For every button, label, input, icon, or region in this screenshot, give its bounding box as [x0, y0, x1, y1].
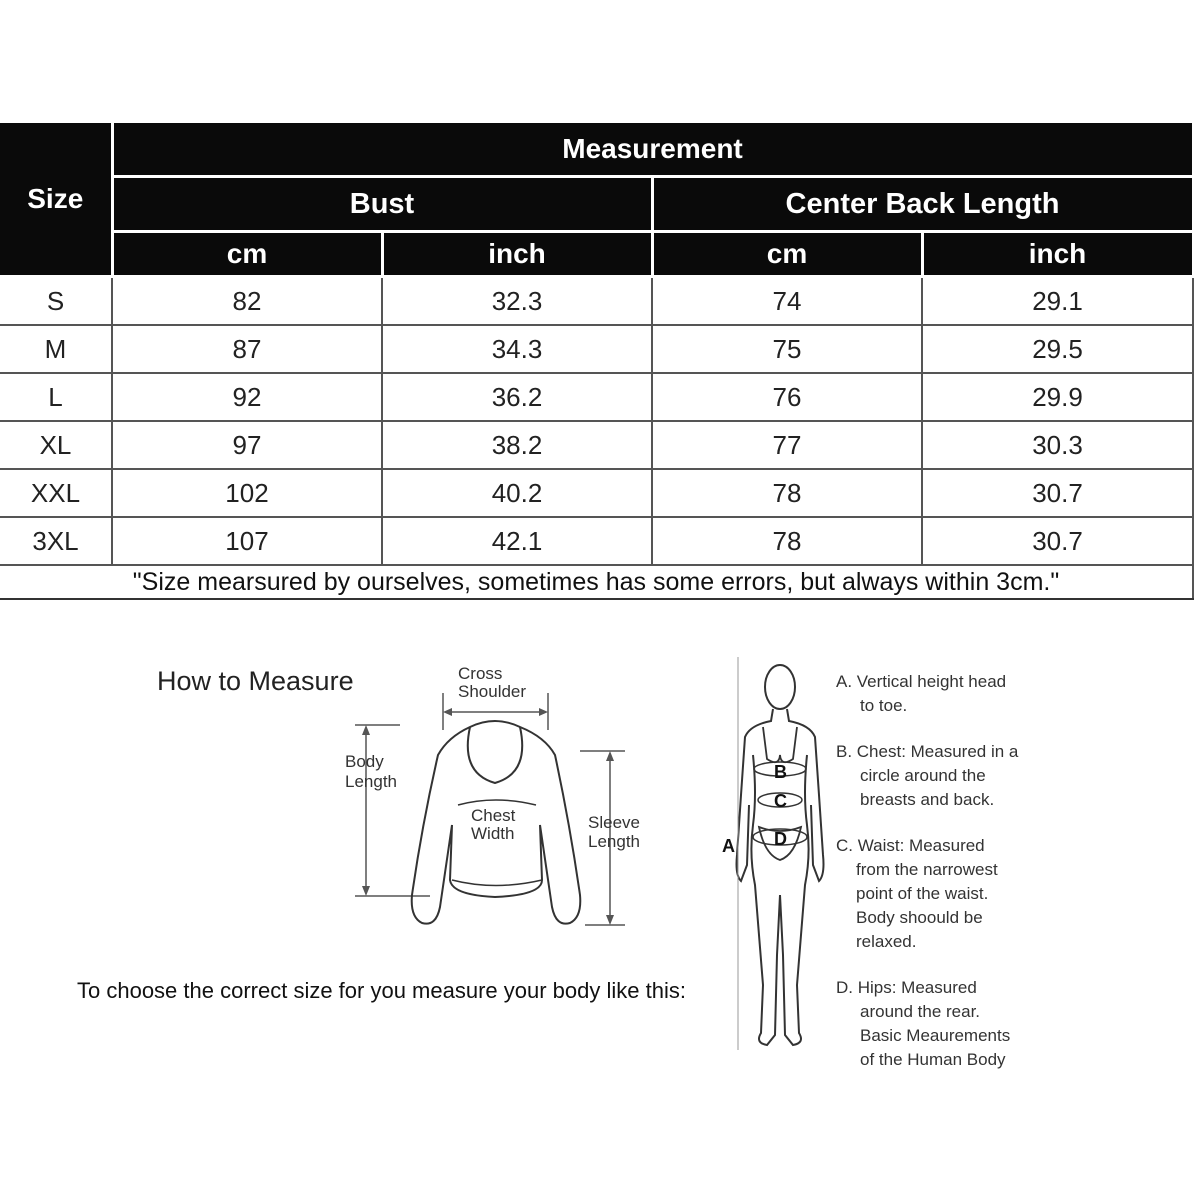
sleeve-label: Sleeve	[588, 813, 640, 832]
size-cell: M	[0, 325, 112, 373]
bust-cm-cell: 107	[112, 517, 382, 565]
length-inch-cell: 30.3	[922, 421, 1193, 469]
bust-inch-cell: 34.3	[382, 325, 652, 373]
body-length-label: Length	[345, 772, 397, 791]
size-cell: XL	[0, 421, 112, 469]
bust-inch-cell: 32.3	[382, 277, 652, 326]
bust-cm-cell: 92	[112, 373, 382, 421]
bust-inch-cell: 42.1	[382, 517, 652, 565]
length-inch-header: inch	[922, 232, 1193, 277]
size-cell: 3XL	[0, 517, 112, 565]
note-a	[836, 670, 1076, 718]
note-c-line: from the narrowest	[856, 860, 998, 879]
note-b-line: breasts and back.	[860, 790, 995, 809]
instruction-text: To choose the correct size for you measure your body like this:	[77, 978, 686, 1003]
letter-c: C	[774, 791, 787, 811]
note-a-line: A. Vertical height head	[836, 672, 1007, 691]
sweater-measure-diagram	[330, 655, 650, 945]
size-cell: XXL	[0, 469, 112, 517]
bust-inch-cell: 36.2	[382, 373, 652, 421]
length-inch-cell: 29.5	[922, 325, 1193, 373]
cross-label: Cross	[458, 664, 503, 683]
length-cm-cell: 74	[652, 277, 922, 326]
note-a-line: to toe.	[860, 696, 908, 715]
size-header: Size	[0, 122, 112, 277]
length-inch-cell: 29.9	[922, 373, 1193, 421]
table-row	[0, 277, 1193, 326]
length-cm-cell: 78	[652, 517, 922, 565]
length-inch-cell: 30.7	[922, 469, 1193, 517]
width-label: Width	[471, 824, 515, 843]
bust-inch-cell: 38.2	[382, 421, 652, 469]
length-inch-cell: 29.1	[922, 277, 1193, 326]
note-c	[836, 834, 1076, 954]
table-row	[0, 421, 1193, 469]
measurement-notes	[836, 670, 1076, 1094]
body-label: Body	[345, 752, 384, 771]
chest-label: Chest	[471, 806, 516, 825]
note-b	[836, 740, 1076, 812]
bust-header: Bust	[112, 177, 652, 232]
length-cm-header: cm	[652, 232, 922, 277]
letter-d: D	[774, 829, 787, 849]
note-c-line: Body shoould be	[856, 908, 983, 927]
table-row	[0, 325, 1193, 373]
note-d-line: D. Hips: Measured	[836, 978, 977, 997]
center-back-length-header: Center Back Length	[652, 177, 1193, 232]
sleeve-length-label: Length	[588, 832, 640, 851]
note-d-line: of the Human Body	[860, 1050, 1006, 1069]
letter-b: B	[774, 762, 787, 782]
bust-inch-cell: 40.2	[382, 469, 652, 517]
table-row	[0, 373, 1193, 421]
body-measure-diagram	[705, 655, 825, 1055]
bust-cm-cell: 97	[112, 421, 382, 469]
bust-inch-header: inch	[382, 232, 652, 277]
how-to-measure-title: How to Measure	[157, 666, 354, 696]
size-cell: L	[0, 373, 112, 421]
length-cm-cell: 75	[652, 325, 922, 373]
length-cm-cell: 76	[652, 373, 922, 421]
table-row	[0, 517, 1193, 565]
length-cm-cell: 77	[652, 421, 922, 469]
note-d-line: around the rear.	[860, 1002, 981, 1021]
shoulder-label: Shoulder	[458, 682, 527, 701]
table-row	[0, 469, 1193, 517]
bust-cm-cell: 87	[112, 325, 382, 373]
size-chart-table	[0, 120, 1195, 600]
note-b-line: B. Chest: Measured in a	[836, 742, 1019, 761]
size-cell: S	[0, 277, 112, 326]
note-c-line: point of the waist.	[856, 884, 989, 903]
note-d-line: Basic Meaurements	[860, 1026, 1011, 1045]
note-d	[836, 976, 1076, 1072]
letter-a: A	[722, 836, 735, 856]
bust-cm-header: cm	[112, 232, 382, 277]
length-cm-cell: 78	[652, 469, 922, 517]
length-inch-cell: 30.7	[922, 517, 1193, 565]
note-b-line: circle around the	[860, 766, 986, 785]
bust-cm-cell: 82	[112, 277, 382, 326]
bust-cm-cell: 102	[112, 469, 382, 517]
measurement-header: Measurement	[112, 122, 1193, 177]
note-c-line: relaxed.	[856, 932, 917, 951]
measurement-disclaimer: "Size mearsured by ourselves, sometimes has some errors, but always within 3cm."	[0, 565, 1193, 599]
note-c-line: C. Waist: Measured	[836, 836, 985, 855]
